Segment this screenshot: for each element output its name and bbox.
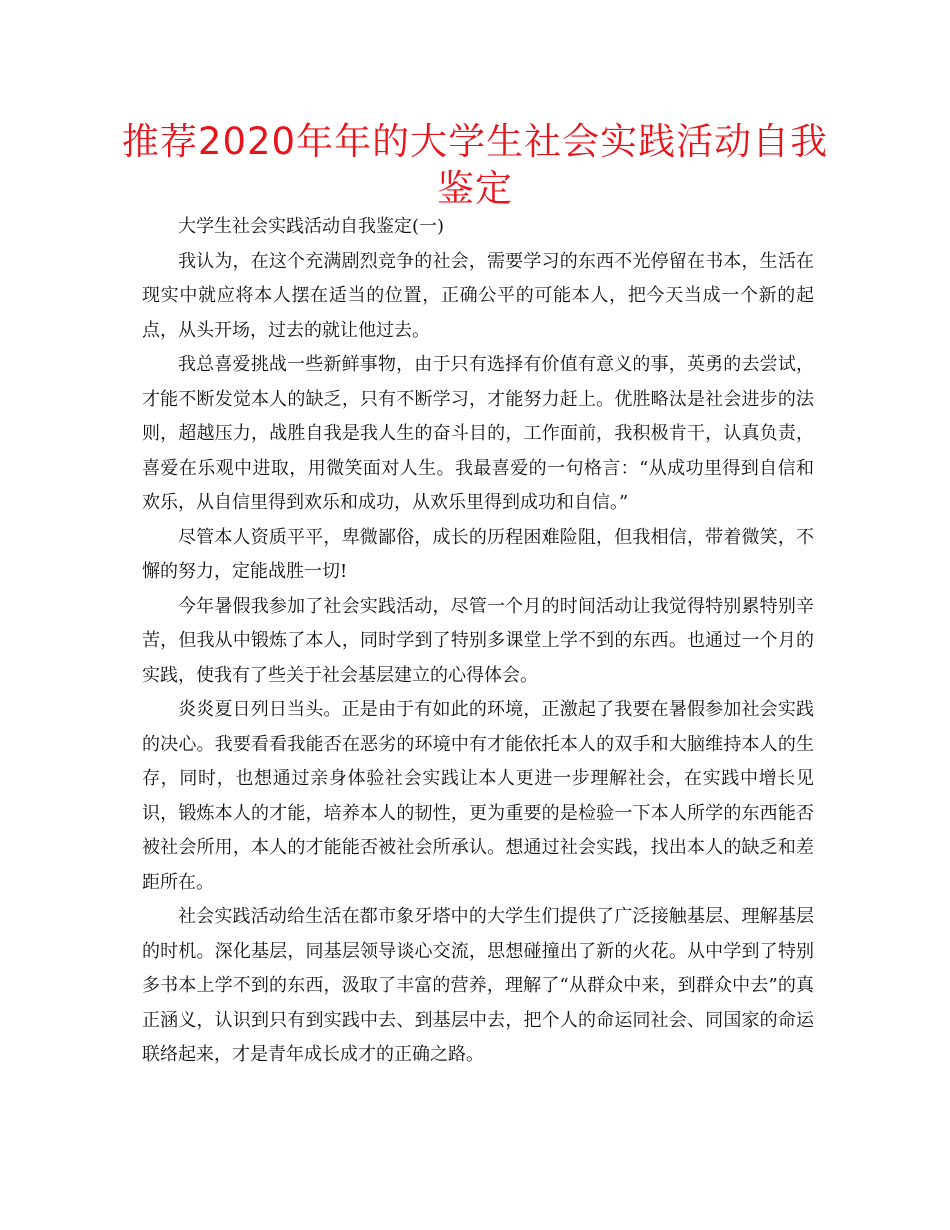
- document-title: 推荐2020年年的大学生社会实践活动自我鉴定: [121, 120, 829, 210]
- paragraph-2: 我总喜爱挑战一些新鲜事物，由于只有选择有价值有意义的事，英勇的去尝试，才能不断发觉本人的缺乏，只有不断学习，才能努力赶上。优胜略汰是社会进步的法则，超越压力，战胜自我是我人生的奋斗目的，工作面前，我积极肯干，认真负责，喜爱在乐观中进取，用微笑面对人生。我最喜爱的一句格言：“从成功里得到自信和欢乐，从自信里得到欢乐和成功，从欢乐里得到成功和自信。”: [142, 354, 814, 513]
- paragraph-6: 社会实践活动给生活在都市象牙塔中的大学生们提供了广泛接触基层、理解基层的时机。深化基层，同基层领导谈心交流，思想碰撞出了新的火花。从中学到了特别多书本上学不到的东西，汲取了丰富的营养，理解了“从群众中来，到群众中去”的真正涵义，认识到只有到实践中去、到基层中去，把个人的命运同社会、同国家的命运联络起来，才是青年成长成才的正确之路。: [142, 906, 814, 1065]
- paragraph-1: 我认为，在这个充满剧烈竞争的社会，需要学习的东西不光停留在书本，生活在现实中就应将本人摆在适当的位置，正确公平的可能本人，把今天当成一个新的起点，从头开场，过去的就让他过去。: [142, 250, 814, 341]
- paragraph-5: 炎炎夏日列日当头。正是由于有如此的环境，正激起了我要在暑假参加社会实践的决心。我要看看我能否在恶劣的环境中有才能依托本人的双手和大脑维持本人的生存，同时，也想通过亲身体验社会实践让本人更进一步理解社会，在实践中增长见识，锻炼本人的才能，培养本人的韧性，更为重要的是检验一下本人所学的东西能否被社会所用，本人的才能能否被社会所承认。想通过社会实践，找出本人的缺乏和差距所在。: [142, 699, 814, 893]
- paragraph-3: 尽管本人资质平平，卑微鄙俗，成长的历程困难险阻，但我相信，带着微笑，不懈的努力，定能战胜一切!: [142, 526, 814, 582]
- paragraph-4: 今年暑假我参加了社会实践活动，尽管一个月的时间活动让我觉得特别累特别辛苦，但我从中锻炼了本人，同时学到了特别多课堂上学不到的东西。也通过一个月的实践，使我有了些关于社会基层建立的心得体会。: [142, 595, 814, 686]
- document-body: [142, 210, 814, 1073]
- section-heading: 大学生社会实践活动自我鉴定(一): [178, 216, 445, 237]
